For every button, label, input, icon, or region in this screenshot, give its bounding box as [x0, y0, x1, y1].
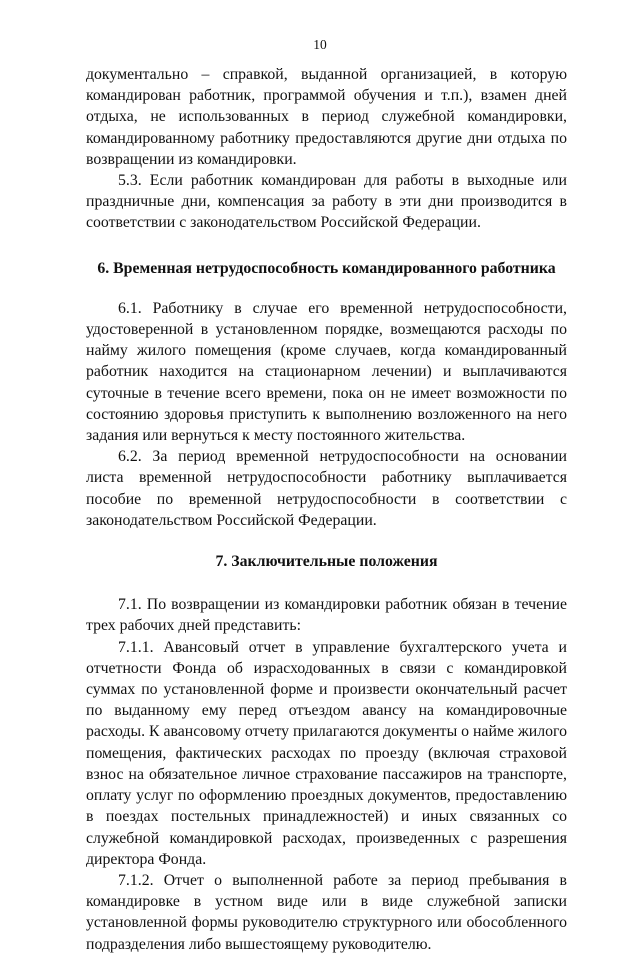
paragraph-5-3: 5.3. Если работник командирован для работы в выходные или праздничные дни, компенсация за работу в эти дни производится в соответствии с законодательством Российской Федерации.	[86, 172, 567, 232]
paragraph-7-1-2: 7.1.2. Отчет о выполненной работе за период пребывания в командировке в устном виде или в виде служебной записки установленной формы руководителю структурного или обособленного подразделения либо вышестоящему руководителю.	[86, 871, 567, 953]
paragraph-7-1-1: 7.1.1. Авансовый отчет в управление бухгалтерского учета и отчетности Фонда об израсходованных в связи с командировкой суммах по установленной форме и произвести окончательный расчет по выданному ему перед отъездом авансу на командировочные расходы. К авансовому отчету прилагаются документы о найме жилого помещения, фактических расходах по проезду (включая страховой взнос на обязательное личное страхование пассажиров на транспорте, оплату услуг по оформлению проездных документов, предоставлению в поездах постельных принадлежностей) и иных связанных со служебной командировкой расходах, произведенных с разрешения директора Фонда.	[86, 638, 567, 868]
page-number: 10	[313, 37, 327, 52]
document-body	[86, 64, 567, 955]
paragraph-5-continued: документально – справкой, выданной организацией, в которую командирован работник, программой обучения и т.п.), взамен дней отдыха, не использованных в период служебной командировки, командированному работнику предоставляются другие дни отдыха по возвращении из командировки.	[86, 66, 567, 168]
section-7-heading: 7. Заключительные положения	[215, 553, 438, 571]
paragraph-6-1: 6.1. Работнику в случае его временной нетрудоспособности, удостоверенной в установленном порядке, возмещаются расходы по найму жилого помещения (кроме случаев, когда командированный работник находится на стационарном лечении) и выплачиваются суточные в течение всего времени, пока он не имеет возможности по состоянию здоровья приступить к выполнению возложенного на него задания или вернуться к месту постоянного жительства.	[86, 299, 567, 445]
paragraph-7-1: 7.1. По возвращении из командировки работник обязан в течение трех рабочих дней представить:	[86, 596, 567, 635]
section-6-heading: 6. Временная нетрудоспособность командированного работника	[97, 259, 556, 277]
paragraph-6-2: 6.2. За период временной нетрудоспособности на основании листа временной нетрудоспособности работнику выплачивается пособие по временной нетрудоспособности в соответствии с законодательством Российской Федерации.	[86, 448, 567, 529]
